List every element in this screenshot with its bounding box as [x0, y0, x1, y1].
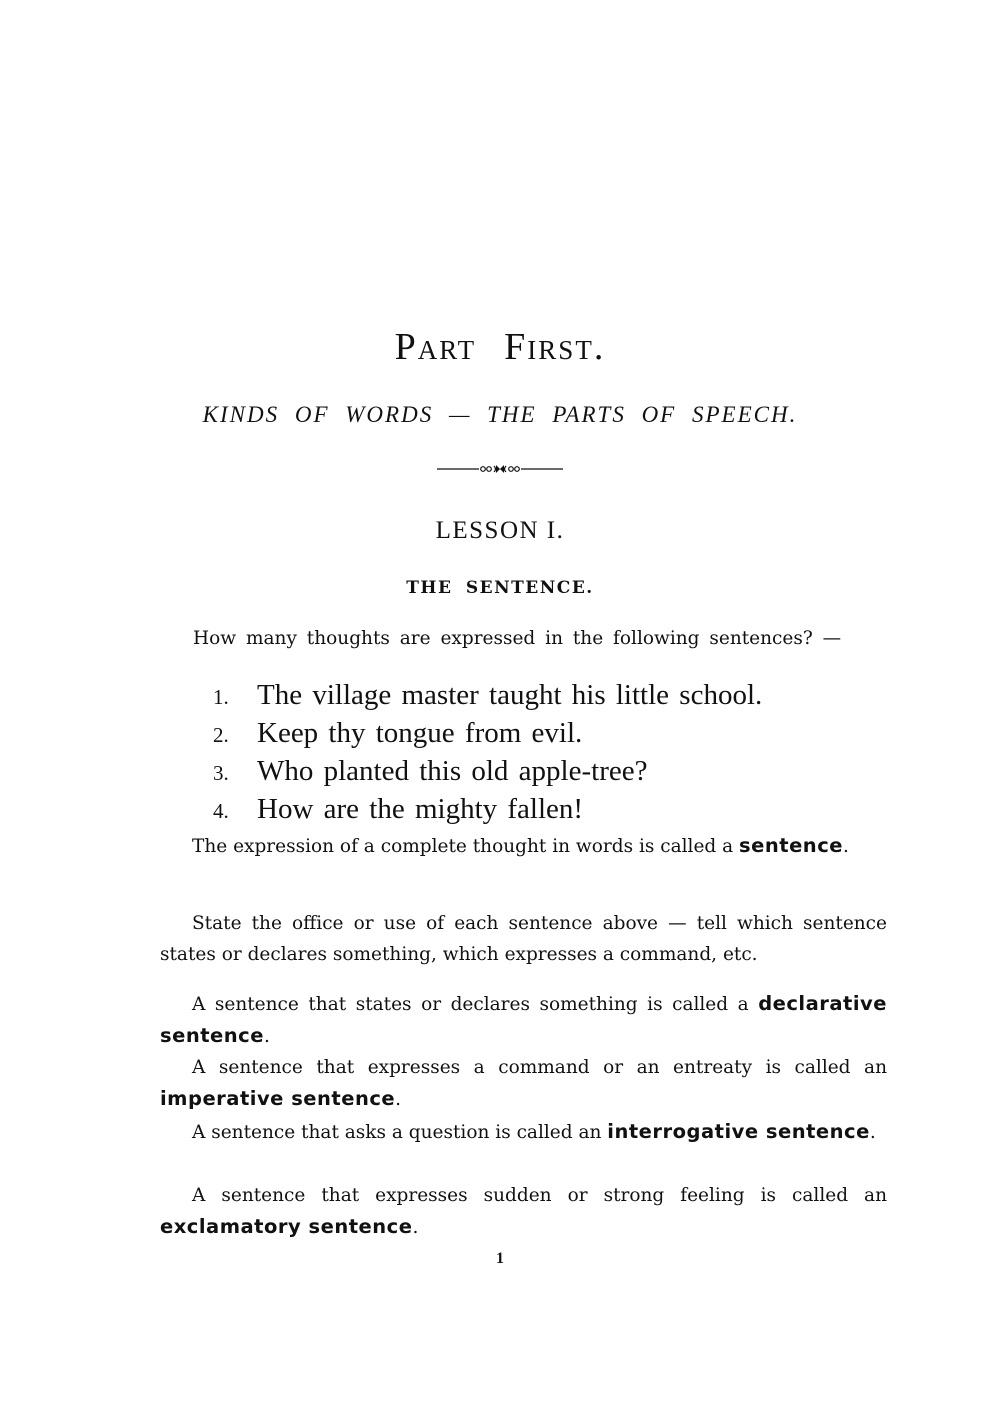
example-sentence	[213, 790, 762, 828]
part-subtitle: KINDS OF WORDS — THE PARTS OF SPEECH.	[202, 402, 798, 427]
example-number: 1.	[213, 685, 229, 709]
example-text: Who planted this old apple-tree?	[257, 755, 648, 787]
imperative-definition: A sentence that expresses a command or an entreaty is called an imperative sentence.	[160, 1057, 887, 1110]
section-title: THE SENTENCE.	[406, 578, 594, 598]
example-text: How are the mighty fallen!	[257, 793, 584, 825]
page-number: 1	[496, 1250, 504, 1267]
sentence-definition: The expression of a complete thought in words is called a sentence.	[192, 834, 849, 857]
example-number: 2.	[213, 723, 229, 747]
defined-term: interrogative sentence	[607, 1120, 870, 1143]
defined-term: sentence	[739, 834, 843, 857]
part-title-word-2: First.	[504, 326, 606, 368]
defined-term: declarative sentence	[160, 992, 887, 1047]
part-title-word-1: Part	[394, 326, 477, 368]
defined-term: imperative sentence	[160, 1087, 396, 1110]
interrogative-definition: A sentence that asks a question is called an interrogative sentence.	[192, 1120, 876, 1143]
example-sentence	[213, 676, 762, 714]
intro-question: How many thoughts are expressed in the following sentences? —	[193, 628, 842, 649]
example-sentences-list	[213, 676, 762, 828]
lesson-heading: LESSON I.	[435, 517, 565, 544]
example-number: 4.	[213, 799, 229, 823]
example-number: 3.	[213, 761, 229, 785]
example-sentence	[213, 752, 762, 790]
example-sentence	[213, 714, 762, 752]
exclamatory-definition: A sentence that expresses sudden or strong feeling is called an exclamatory sentence.	[160, 1185, 887, 1238]
ornament-divider-icon	[0, 460, 1000, 479]
example-text: Keep thy tongue from evil.	[257, 717, 583, 749]
declarative-definition: A sentence that states or declares something is called a declarative sentence.	[160, 992, 887, 1047]
example-text: The village master taught his little school.	[257, 679, 763, 711]
office-question: State the office or use of each sentence above — tell which sentence states or declares something, which expresses a command, etc.	[160, 913, 887, 965]
part-title	[0, 325, 1000, 369]
defined-term: exclamatory sentence	[160, 1215, 413, 1238]
